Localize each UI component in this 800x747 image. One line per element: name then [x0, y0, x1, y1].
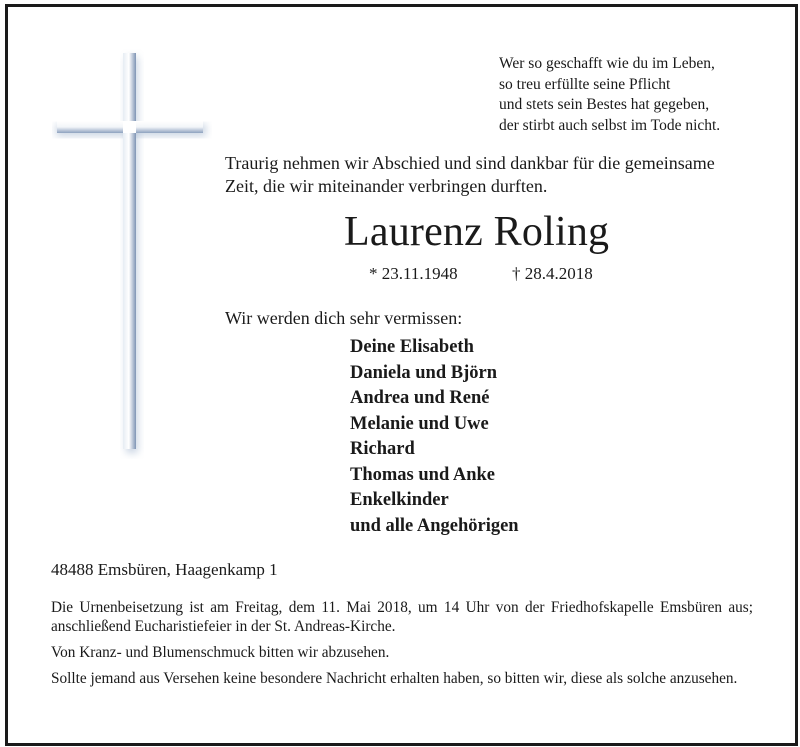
birth-date: * 23.11.1948	[369, 264, 458, 283]
poem-line: so treu erfüllte seine Pflicht	[499, 75, 671, 93]
funeral-notices	[51, 598, 753, 695]
family-member: Daniela und Björn	[350, 362, 498, 383]
poem	[499, 54, 720, 136]
family-member: Andrea und René	[350, 388, 490, 408]
intro-line: Zeit, die wir miteinander verbringen durften.	[225, 176, 548, 196]
flowers-notice: Von Kranz- und Blumenschmuck bitten wir abzusehen.	[51, 644, 390, 661]
poem-line: und stets sein Bestes hat gegeben,	[499, 96, 710, 113]
deceased-name: Laurenz Roling	[344, 209, 610, 255]
family-member: Thomas und Anke	[350, 464, 495, 485]
intro-line: Traurig nehmen wir Abschied und sind dankbar für die gemeinsame	[225, 153, 715, 173]
family-member: Enkelkinder	[350, 490, 449, 510]
cross-icon	[52, 49, 212, 459]
funeral-notice: Die Urnenbeisetzung ist am Freitag, dem 11. Mai 2018, um 14 Uhr von der Friedhofskapelle Emsbüren aus; anschließend Eucharistiefeier in der St. Andreas-Kirche.	[51, 599, 753, 635]
family-member: Melanie und Uwe	[350, 413, 489, 434]
life-dates	[369, 263, 593, 285]
family-member: Richard	[350, 439, 415, 459]
family-member: Deine Elisabeth	[350, 337, 474, 357]
intro-text	[225, 152, 785, 198]
family-member: und alle Angehörigen	[350, 515, 519, 536]
death-date: † 28.4.2018	[512, 264, 593, 283]
poem-line: Wer so geschafft wie du im Leben,	[499, 55, 715, 72]
family-list	[350, 335, 519, 539]
miss-line: Wir werden dich sehr vermissen:	[225, 308, 463, 328]
address: 48488 Emsbüren, Haagenkamp 1	[51, 560, 278, 579]
poem-line: der stirbt auch selbst im Tode nicht.	[499, 116, 721, 134]
obituary-frame	[5, 4, 798, 746]
notification-notice: Sollte jemand aus Versehen keine besondere Nachricht erhalten haben, so bitten wir, diese als solche anzusehen.	[51, 670, 738, 687]
